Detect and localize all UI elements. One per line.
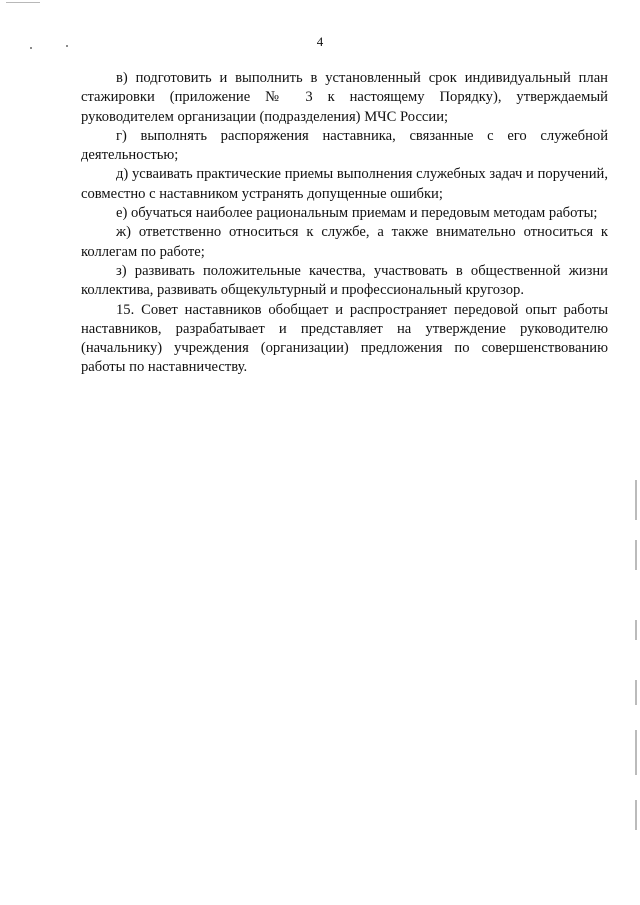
paragraph-item-z: з) развивать положительные качества, участвовать в общественной жизни коллектива, развивать общекультурный и профессиональный кругозор. [81,262,608,299]
paragraph-item-e: е) обучаться наиболее рациональным приемам и передовым методам работы; [116,205,598,222]
scan-artifact-line [6,2,40,3]
paragraph-item-d: д) усваивать практические приемы выполнения служебных задач и поручений, совместно с наставником устранять допущенные ошибки; [81,166,608,202]
paragraph-item-zh: ж) ответственно относиться к службе, а также внимательно относиться к коллегам по работе; [81,224,608,260]
paragraph-section-15: 15. Совет наставников обобщает и распространяет передовой опыт работы наставников, разрабатывает и представляет на утверждение руководителю (начальнику) учреждения (организации) предложения по совершенствованию работы по наставничеству. [81,301,608,376]
document-body [81,69,608,378]
paragraph-item-v: в) подготовить и выполнить в установленный срок индивидуальный план стажировки (приложение № 3 к настоящему Порядку), утверждаемый руководителем организации (подразделения) МЧС России; [81,70,608,125]
paragraph-item-g: г) выполнять распоряжения наставника, связанные с его служебной деятельностью; [81,127,608,164]
scan-edge-artifacts [635,480,638,840]
page-number: 4 [316,34,324,49]
